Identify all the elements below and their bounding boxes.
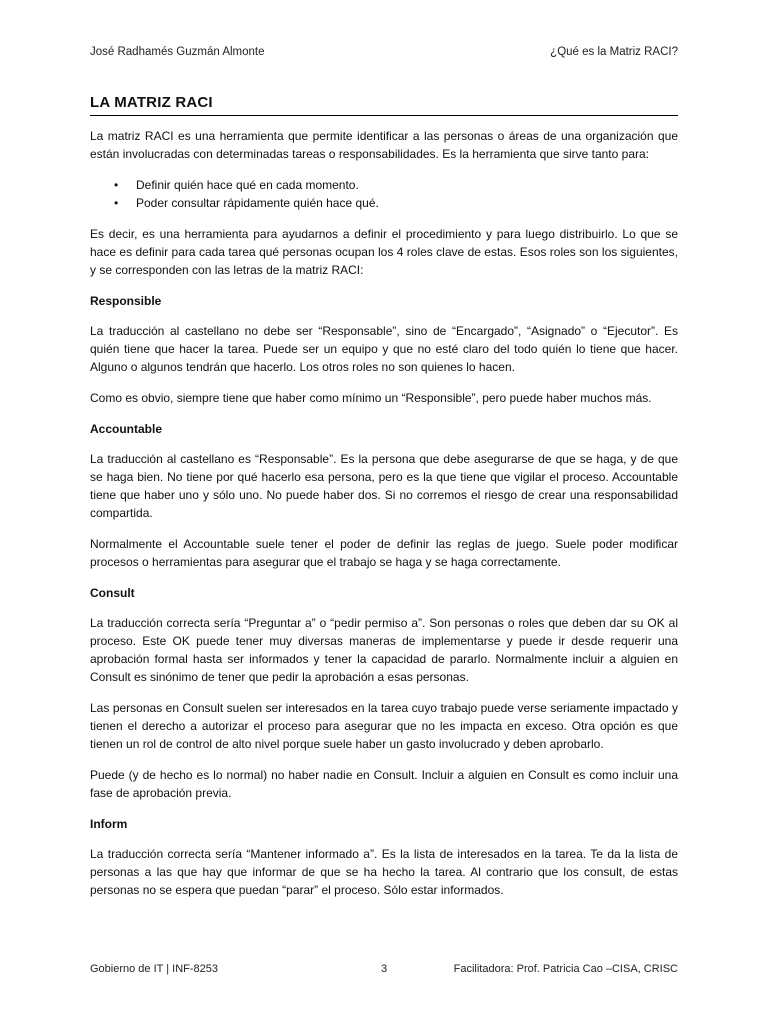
accountable-paragraph-2: Normalmente el Accountable suele tener el poder de definir las reglas de juego. Suele poder modificar procesos o herramientas para asegurar que el trabajo se haga y se haga correctamente. <box>90 537 678 569</box>
heading-inform: Inform <box>90 817 128 831</box>
document-body <box>90 127 678 912</box>
page-title: LA MATRIZ RACI <box>90 94 678 116</box>
heading-responsible: Responsible <box>90 294 162 308</box>
footer-facilitator: Facilitadora: Prof. Patricia Cao –CISA, CRISC <box>453 963 678 975</box>
footer-course: Gobierno de IT | INF-8253 <box>90 963 218 975</box>
intro-paragraph-2: Es decir, es una herramienta para ayudarnos a definir el procedimiento y para luego distribuirlo. Lo que se hace es definir para cada tarea qué personas ocupan los 4 roles clave de estas. Esos roles son los siguientes, y se corresponden con las letras de la matriz RACI: <box>90 227 678 277</box>
inform-paragraph-1: La traducción correcta sería “Mantener informado a”. Es la lista de interesados en la tarea. Te da la lista de personas a las que hay que informar de que se ha hecho la tarea. Al contrario que los consult, de estas personas no se espera que puedan “parar” el proceso. Sólo estar informados. <box>90 847 678 897</box>
responsible-paragraph-2: Como es obvio, siempre tiene que haber como mínimo un “Responsible”, pero puede haber muchos más. <box>90 391 652 405</box>
intro-bullet-list <box>90 176 678 212</box>
running-footer <box>90 963 678 975</box>
list-item: • Poder consultar rápidamente quién hace qué. <box>90 194 678 212</box>
intro-paragraph-1: La matriz RACI es una herramienta que permite identificar a las personas o áreas de una organización que están involucradas con determinadas tareas o responsabilidades. Es la herramienta que sirve tanto para: <box>90 129 678 161</box>
list-item: • Definir quién hace qué en cada momento. <box>90 176 678 194</box>
running-header <box>90 46 678 58</box>
page-number: 3 <box>380 963 388 975</box>
responsible-paragraph-1: La traducción al castellano no debe ser “Responsable”, sino de “Encargado”, “Asignado” o “Ejecutor”. Es quién tiene que hacer la tarea. Puede ser un equipo y que no esté claro del todo quién lo tiene que hacer. Alguno o algunos tendrán que hacerlo. Los otros roles no son quienes lo hacen. <box>90 324 678 374</box>
consult-paragraph-1: La traducción correcta sería “Preguntar a” o “pedir permiso a”. Son personas o roles que deben dar su OK al proceso. Este OK puede tener muy diversas maneras de implementarse y puede ir desde requerir una aprobación formal hasta ser informados y tener la capacidad de pararlo. Normalmente incluir a alguien en Consult es sinónimo de tener que pedir la aprobación a esas personas. <box>90 616 678 684</box>
consult-paragraph-3: Puede (y de hecho es lo normal) no haber nadie en Consult. Incluir a alguien en Consult es como incluir una fase de aprobación previa. <box>90 768 678 800</box>
header-topic: ¿Qué es la Matriz RACI? <box>550 46 678 58</box>
heading-accountable: Accountable <box>90 422 163 436</box>
header-author: José Radhamés Guzmán Almonte <box>90 46 265 58</box>
accountable-paragraph-1: La traducción al castellano es “Responsable”. Es la persona que debe asegurarse de que se haga, y de que se haga bien. No tiene por qué hacerlo esa persona, pero es la que tiene que vigilar el proceso. Accountable tiene que haber uno y sólo uno. No puede haber dos. Si no corremos el riesgo de crear una responsabilidad compartida. <box>90 452 678 520</box>
consult-paragraph-2: Las personas en Consult suelen ser interesados en la tarea cuyo trabajo puede verse seriamente impactado y tienen el derecho a autorizar el proceso para asegurar que no les impacta en exceso. Otra opción es que tienen un rol de control de alto nivel porque suele haber un gasto involucrado y deben aprobarlo. <box>90 701 678 751</box>
heading-consult: Consult <box>90 586 135 600</box>
